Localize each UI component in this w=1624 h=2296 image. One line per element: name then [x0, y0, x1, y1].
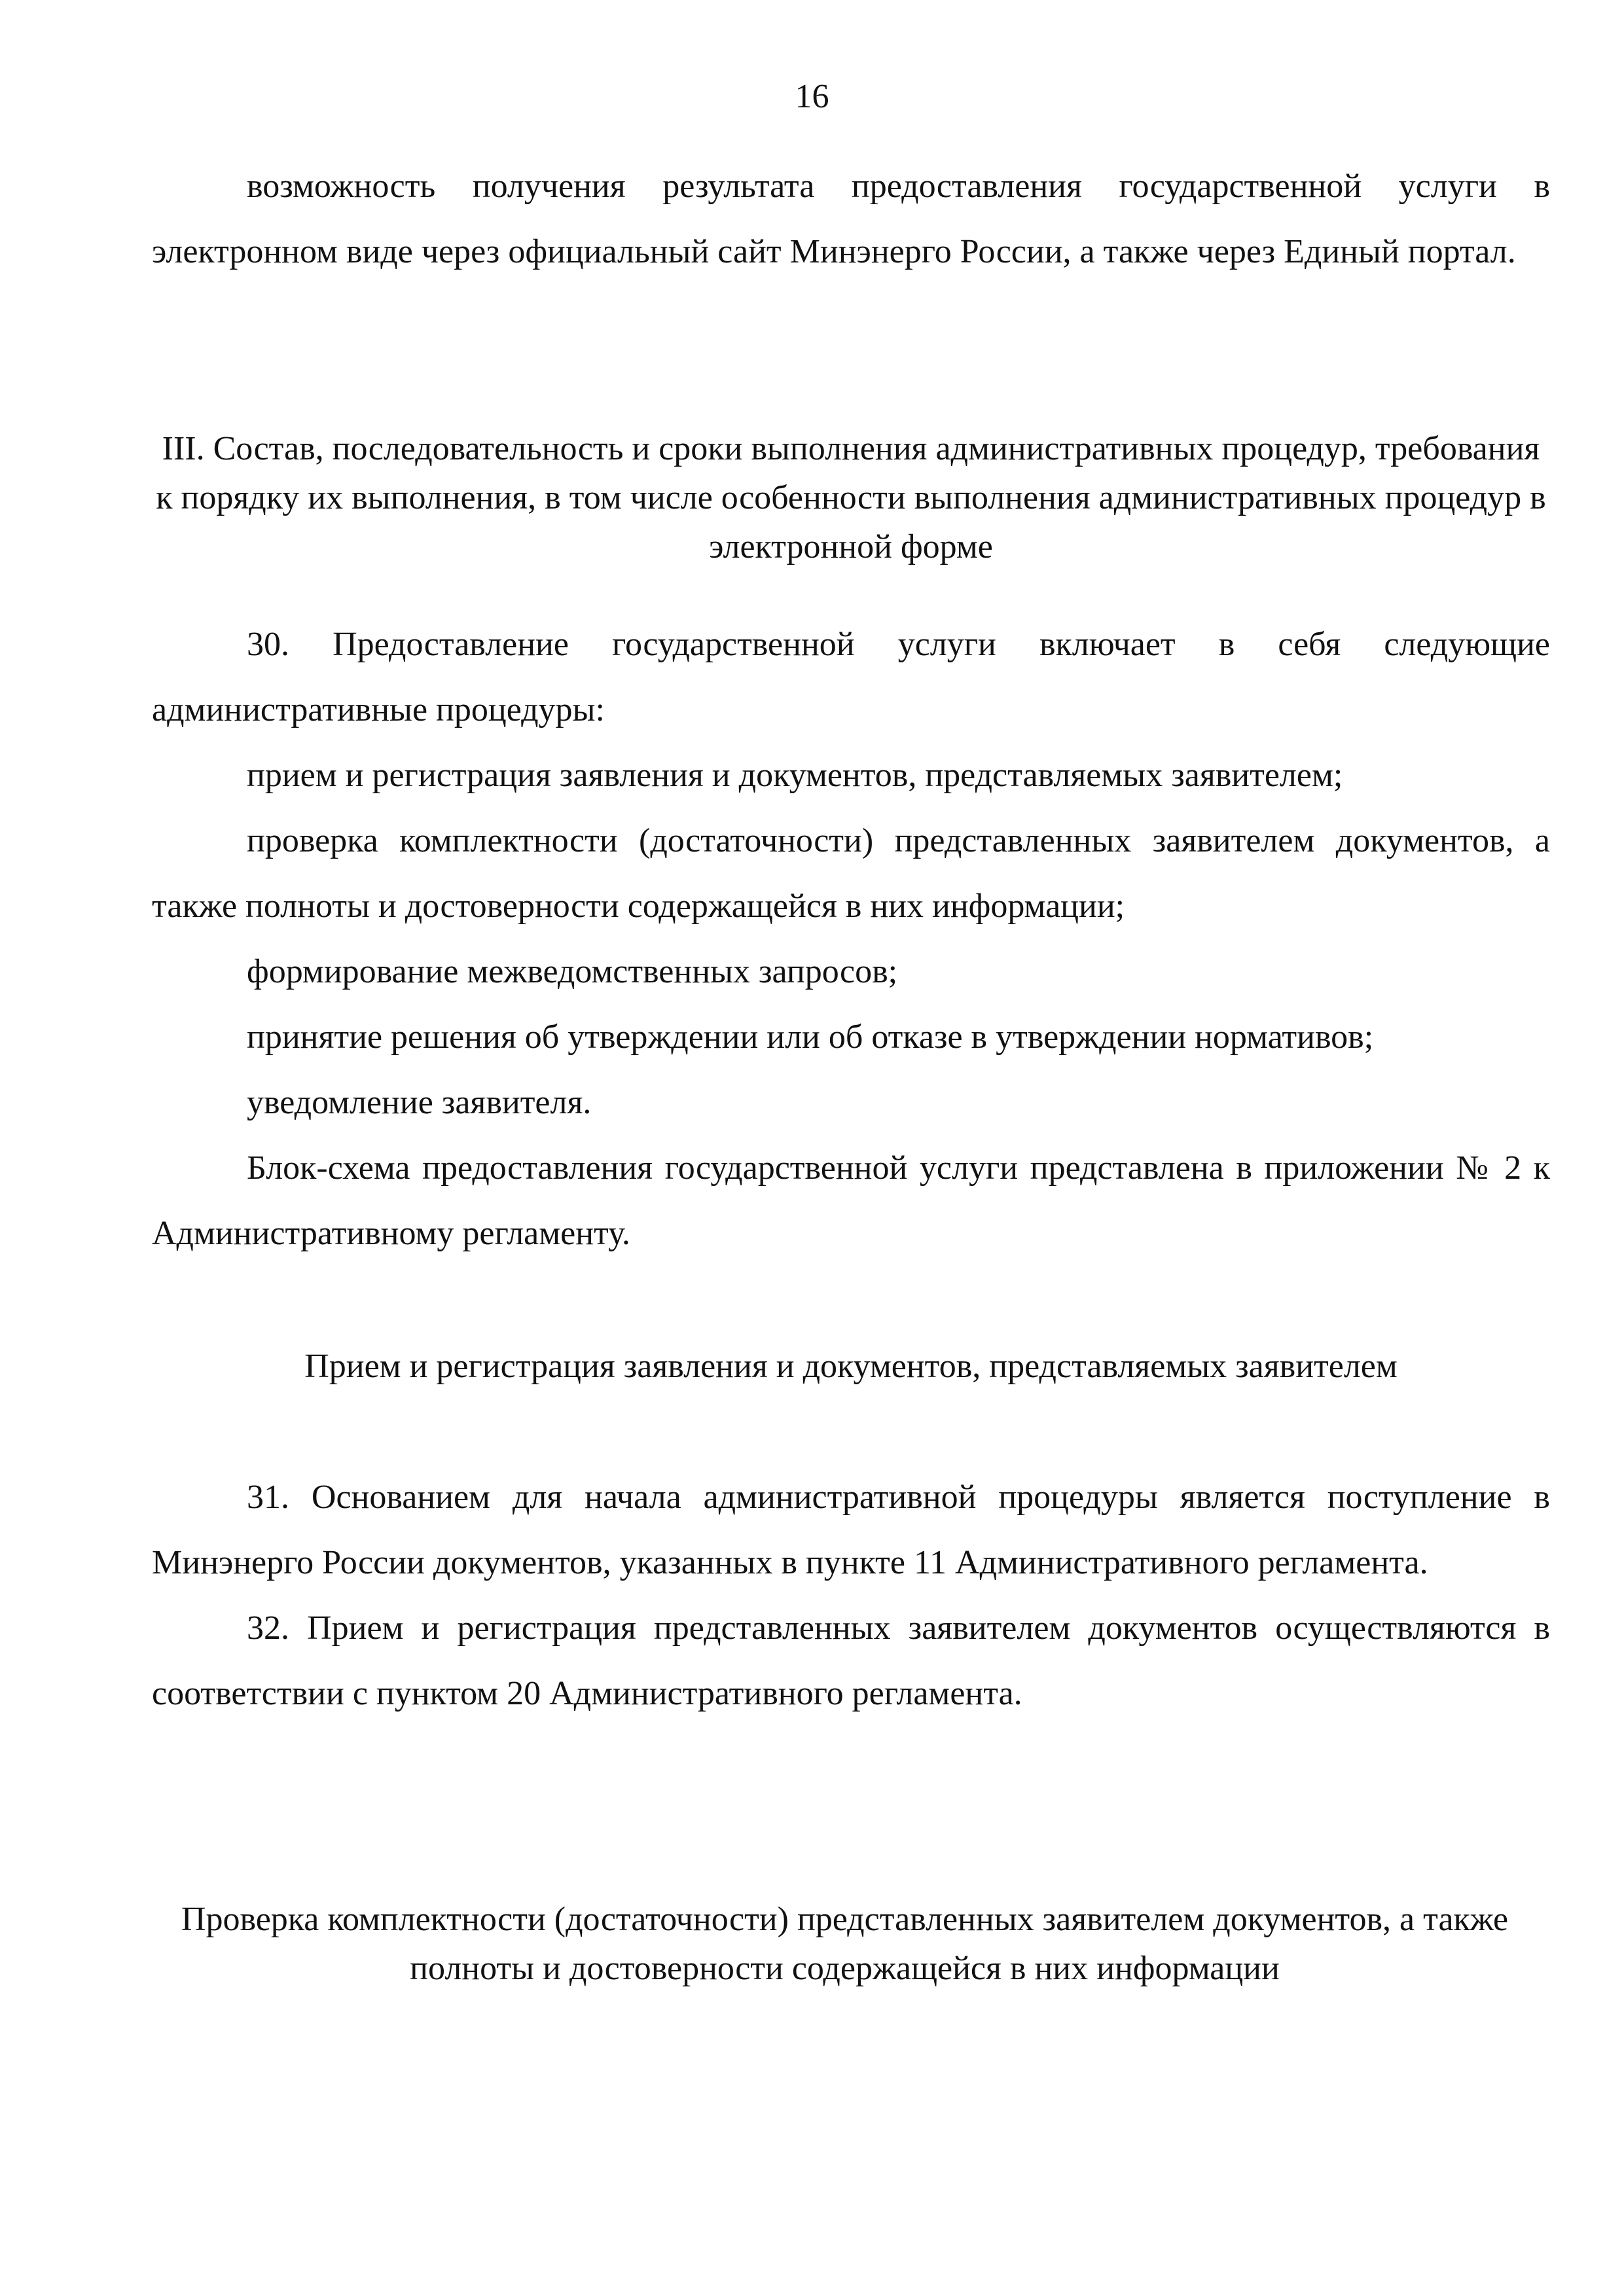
procedure-item: уведомление заявителя.	[247, 1084, 592, 1121]
subheading-reception: Прием и регистрация заявления и документов, представляемых заявителем	[304, 1348, 1398, 1385]
page-number: 16	[795, 78, 829, 115]
paragraph-30-intro: 30. Предоставление государственной услуги включает в себя следующие административные процедуры:	[152, 626, 1550, 728]
procedure-item: формирование межведомственных запросов;	[247, 953, 898, 990]
procedure-item: принятие решения об утверждении или об отказе в утверждении нормативов;	[247, 1018, 1374, 1056]
paragraph-32: 32. Прием и регистрация представленных заявителем документов осуществляются в соответствии с пунктом 20 Административного регламента.	[152, 1609, 1550, 1712]
blockscheme-paragraph: Блок-схема предоставления государственной услуги представлена в приложении № 2 к Административному регламенту.	[152, 1149, 1550, 1252]
paragraph-31: 31. Основанием для начала административной процедуры является поступление в Минэнерго России документов, указанных в пункте 11 Административного регламента.	[152, 1479, 1550, 1581]
intro-paragraph: возможность получения результата предоставления государственной услуги в электронном виде через официальный сайт Минэнерго России, а также через Единый портал.	[152, 168, 1550, 270]
paragraph-30-block	[152, 612, 1550, 1266]
procedure-item: проверка комплектности (достаточности) представленных заявителем документов, а также полноты и достоверности содержащейся в них информации;	[152, 822, 1550, 925]
procedure-item: прием и регистрация заявления и документов, представляемых заявителем;	[247, 757, 1343, 794]
subheading-verification: Проверка комплектности (достаточности) представленных заявителем документов, а также полноты и достоверности содержащейся в них информации	[181, 1901, 1509, 1987]
section-heading: III. Состав, последовательность и сроки выполнения административных процедур, требования к порядку их выполнения, в том числе особенности выполнения административных процедур в электронной форме	[156, 430, 1546, 565]
paragraph-31-32-block	[152, 1465, 1550, 1727]
intro-paragraph-block	[152, 154, 1550, 285]
